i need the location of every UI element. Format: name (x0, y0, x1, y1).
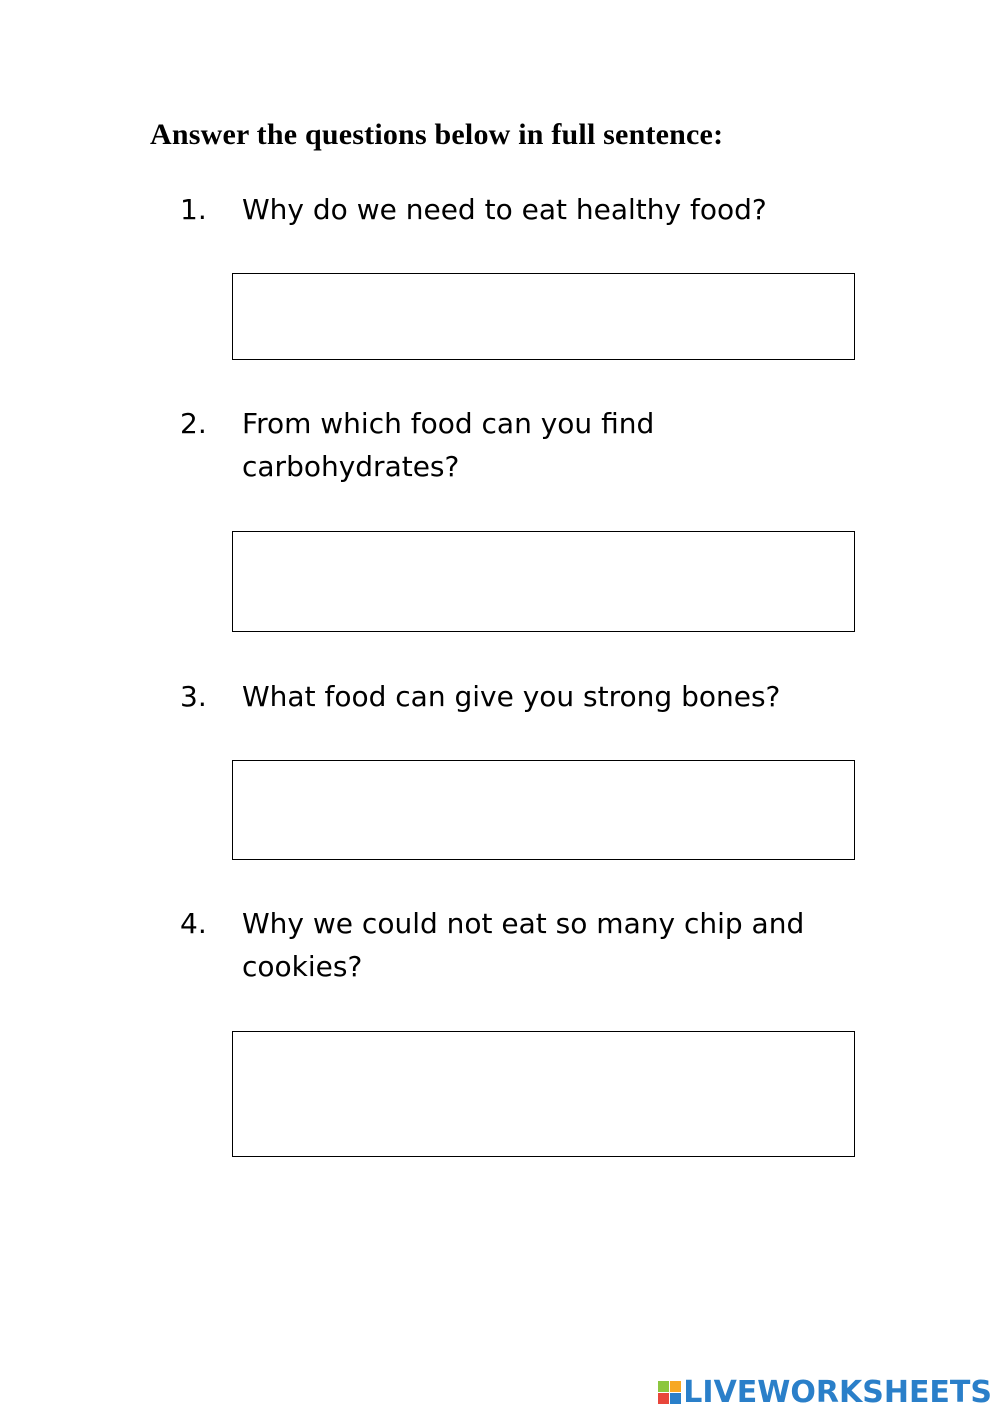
answer-box-4[interactable] (232, 1031, 855, 1157)
question-4-number: 4. (180, 907, 207, 940)
question-3-text: What food can give you strong bones? (242, 680, 781, 713)
logo-square-orange (670, 1381, 681, 1392)
question-2-number: 2. (180, 407, 207, 440)
logo-square-green (658, 1381, 669, 1392)
logo-square-red (658, 1393, 669, 1404)
brand-name: LIVEWORKSHEETS (683, 1375, 992, 1410)
question-3-number: 3. (180, 680, 207, 713)
liveworksheets-brand (658, 1375, 992, 1410)
answer-box-1[interactable] (232, 273, 855, 360)
logo-square-blue (670, 1393, 681, 1404)
question-2-text: From which food can you find carbohydrates? (242, 407, 655, 483)
worksheet-heading: Answer the questions below in full sentence: (150, 118, 724, 151)
answer-box-3[interactable] (232, 760, 855, 860)
question-1-text: Why do we need to eat healthy food? (242, 193, 767, 226)
question-1-number: 1. (180, 193, 207, 226)
answer-box-2[interactable] (232, 531, 855, 632)
liveworksheets-logo-icon (658, 1381, 681, 1404)
question-4-text: Why we could not eat so many chip and cookies? (242, 907, 805, 983)
